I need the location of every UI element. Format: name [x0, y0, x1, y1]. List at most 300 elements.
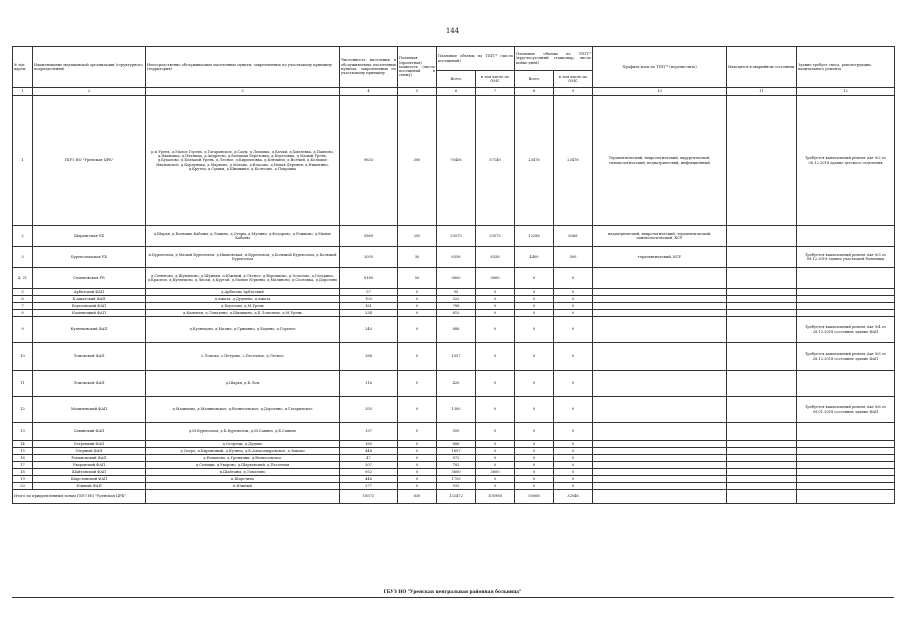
- repair-status-cell: [797, 303, 895, 310]
- capacity-cell: 0: [398, 483, 437, 490]
- header-cell: Наименование медицинской организации (структурного подразделения): [33, 47, 146, 88]
- population-cell: 116: [340, 371, 398, 397]
- table-row: [13, 247, 895, 268]
- header-cell: Численность населения в обслуживаемых населенных пунктах, закрепленных по участковому принципу: [340, 47, 398, 88]
- facility-name-cell: Романовский ФАП: [33, 455, 146, 462]
- beds-total-cell: 0: [515, 441, 554, 448]
- bed-profile-cell: [593, 476, 727, 483]
- total-visits-total-cell: 132472: [437, 490, 476, 504]
- table-row: [13, 423, 895, 441]
- emergency-status-cell: [727, 476, 797, 483]
- bed-profile-cell: [593, 303, 727, 310]
- visits-oms-cell: 0: [476, 423, 515, 441]
- beds-oms-cell: 0: [554, 455, 593, 462]
- territory-cell: п.Шарстино: [146, 476, 340, 483]
- population-cell: 5869: [340, 226, 398, 247]
- visits-total-cell: 872: [437, 455, 476, 462]
- bed-profile-cell: Терапевтический, неврологический, хирургический, гинекологический, педиатрический, инфекционный: [593, 96, 727, 226]
- population-cell: 448: [340, 448, 398, 455]
- table-row: [13, 455, 895, 462]
- facility-name-cell: Березовский ФАП: [33, 303, 146, 310]
- visits-oms-cell: 3600: [476, 469, 515, 476]
- repair-status-cell: Требуется капитальный ремонт Акт №4 от 28.12.2018 состояние здание ФАП: [797, 317, 895, 343]
- table-body: [13, 96, 895, 504]
- visits-total-cell: 3600: [437, 268, 476, 289]
- row-number-cell: 10: [13, 343, 33, 371]
- visits-total-cell: 500: [437, 423, 476, 441]
- capacity-cell: 0: [398, 469, 437, 476]
- beds-total-cell: 23478: [515, 96, 554, 226]
- beds-total-cell: 0: [515, 462, 554, 469]
- emergency-status-cell: [727, 226, 797, 247]
- row-number-cell: 6: [13, 296, 33, 303]
- beds-total-cell: 0: [515, 317, 554, 343]
- table-head: [13, 47, 895, 96]
- visits-oms-cell: 0: [476, 371, 515, 397]
- row-number-cell: 13: [13, 423, 33, 441]
- table-row: [13, 226, 895, 247]
- bed-profile-cell: [593, 448, 727, 455]
- header-cell: Всего: [515, 71, 554, 88]
- row-number-cell: 19: [13, 476, 33, 483]
- beds-total-cell: 0: [515, 469, 554, 476]
- repair-status-cell: [797, 483, 895, 490]
- territory-cell: п.Шайтаны, д.Лопатино: [146, 469, 340, 476]
- column-number-cell: 11: [727, 88, 797, 96]
- population-cell: 277: [340, 483, 398, 490]
- row-number-cell: 1: [13, 96, 33, 226]
- table-row: [13, 317, 895, 343]
- beds-total-cell: 0: [515, 289, 554, 296]
- facility-name-cell: Кузнецовский ФАП: [33, 317, 146, 343]
- beds-oms-cell: 0: [554, 310, 593, 317]
- capacity-cell: 0: [398, 423, 437, 441]
- emergency-status-cell: [727, 247, 797, 268]
- footer-organization: ГБУЗ НО "Уренская центральная районная больница": [383, 590, 522, 595]
- visits-oms-cell: 0: [476, 310, 515, 317]
- total-blank-cell: [146, 490, 340, 504]
- visits-total-cell: 420: [437, 371, 476, 397]
- territory-cell: д.Малиново, д.Малиновское, д.Вознесенское, д.Дорогино, п.Гагаринское: [146, 397, 340, 423]
- repair-status-cell: [797, 371, 895, 397]
- row-number-cell: 9: [13, 317, 33, 343]
- total-capacity-cell: 630: [398, 490, 437, 504]
- facility-name-cell: Шарстинский ФАП: [33, 476, 146, 483]
- beds-total-cell: 0: [515, 343, 554, 371]
- beds-oms-cell: 0: [554, 317, 593, 343]
- bed-profile-cell: [593, 455, 727, 462]
- capacity-cell: 0: [398, 310, 437, 317]
- beds-total-cell: 0: [515, 397, 554, 423]
- territory-cell: д.Березово, д.М.Урень: [146, 303, 340, 310]
- footer-divider: [12, 597, 894, 598]
- table-row: [13, 343, 895, 371]
- column-number-cell: 12: [797, 88, 895, 96]
- row-number-cell: 14: [13, 441, 33, 448]
- header-cell: Непосредственно обслуживаемые населенные пункты, закрепленные по участковому принципу (территория): [146, 47, 340, 88]
- header-cell: Всего: [437, 71, 476, 88]
- visits-oms-cell: 0: [476, 397, 515, 423]
- facility-name-cell: Малиновский ФАП: [33, 397, 146, 423]
- facility-name-cell: Савинский ФАП: [33, 423, 146, 441]
- bed-profile-cell: [593, 462, 727, 469]
- total-label-cell: Итого по прикрепленным зонам ГБУЗ НО "Уренская ЦРБ": [13, 490, 146, 504]
- table-row: [13, 397, 895, 423]
- territory-cell: д.Шарья, д.Б.Лом: [146, 371, 340, 397]
- header-cell: Плановая (проектная) мощность (число посещений в смену): [398, 47, 437, 88]
- capacity-cell: 0: [398, 296, 437, 303]
- header-cell: Здание требует сноса, реконструкции, капитального ремонта: [797, 47, 895, 88]
- row-number-cell: 16: [13, 455, 33, 462]
- capacity-cell: 0: [398, 448, 437, 455]
- visits-total-cell: 788: [437, 303, 476, 310]
- population-cell: 57: [340, 289, 398, 296]
- facility-name-cell: Арбатский ФАП: [33, 289, 146, 296]
- population-cell: 137: [340, 423, 398, 441]
- territory-cell: п.Южный: [146, 483, 340, 490]
- row-number-cell: 15: [13, 448, 33, 455]
- total-visits-oms-cell: 105988: [476, 490, 515, 504]
- population-cell: 240: [340, 317, 398, 343]
- facility-name-cell: Шайтанский ФАП: [33, 469, 146, 476]
- repair-status-cell: [797, 455, 895, 462]
- beds-oms-cell: 0: [554, 343, 593, 371]
- territory-cell: д.Каменец, д.Лопатино, д.Шишкино, д.Б.Лопатино, д.М.Урень: [146, 310, 340, 317]
- facility-name-cell: Буреполомская УБ: [33, 247, 146, 268]
- visits-total-cell: 1057: [437, 343, 476, 371]
- population-cell: 185: [340, 441, 398, 448]
- territory-cell: с.Ломово, с.Петрово, с.Песочное, д.Лесное: [146, 343, 340, 371]
- row-number-cell: 20: [13, 483, 33, 490]
- beds-oms-cell: 0: [554, 397, 593, 423]
- emergency-status-cell: [727, 448, 797, 455]
- facility-name-cell: ГБУЗ НО "Уренская ЦРБ": [33, 96, 146, 226]
- table-row: [13, 483, 895, 490]
- header-cell: в том числе по ОМС: [554, 71, 593, 88]
- repair-status-cell: [797, 476, 895, 483]
- capacity-cell: 0: [398, 289, 437, 296]
- bed-profile-cell: [593, 469, 727, 476]
- column-number-cell: 10: [593, 88, 727, 96]
- visits-oms-cell: 0: [476, 317, 515, 343]
- column-number-cell: 8: [515, 88, 554, 96]
- column-number-cell: 9: [554, 88, 593, 96]
- emergency-status-cell: [727, 483, 797, 490]
- bed-profile-cell: [593, 441, 727, 448]
- beds-oms-cell: 0: [554, 483, 593, 490]
- beds-total-cell: 12288: [515, 226, 554, 247]
- beds-total-cell: 0: [515, 476, 554, 483]
- row-number-cell: 7: [13, 303, 33, 310]
- header-cell: Профиль коек по ТПГГ* (перечислить): [593, 47, 727, 88]
- capacity-cell: 50: [398, 268, 437, 289]
- visits-oms-cell: 0: [476, 296, 515, 303]
- table-row: [13, 476, 895, 483]
- visits-oms-cell: 57149: [476, 96, 515, 226]
- column-number-cell: 7: [476, 88, 515, 96]
- emergency-status-cell: [727, 455, 797, 462]
- visits-total-cell: 95: [437, 289, 476, 296]
- repair-status-cell: [797, 448, 895, 455]
- total-empty-cell: [593, 490, 727, 504]
- column-number-cell: 4: [340, 88, 398, 96]
- beds-oms-cell: 0: [554, 371, 593, 397]
- total-beds-oms-cell: 32046: [554, 490, 593, 504]
- header-cell: Находится в аварийном состоянии: [727, 47, 797, 88]
- table-row: [13, 469, 895, 476]
- repair-status-cell: Требуется капитальный ремонт Акт №2 от 08.12.2018 здание детского отделения: [797, 96, 895, 226]
- territory-cell: д.Шарья, д.Большие Кабаны, д.Лапино, д.Отары, д.Мулино, д.Федорово, д.Рожково, д.Малые Кабаны: [146, 226, 340, 247]
- beds-oms-cell: 0: [554, 469, 593, 476]
- beds-total-cell: 0: [515, 310, 554, 317]
- beds-oms-cell: 0: [554, 296, 593, 303]
- column-number-cell: 6: [437, 88, 476, 96]
- visits-oms-cell: 0: [476, 476, 515, 483]
- beds-total-cell: 0: [515, 483, 554, 490]
- bed-profile-cell: педиатрический, неврологический, терапевтический, гинекологический, КСУ: [593, 226, 727, 247]
- table-row: [13, 310, 895, 317]
- bed-profile-cell: [593, 423, 727, 441]
- visits-total-cell: 782: [437, 462, 476, 469]
- beds-oms-cell: 8368: [554, 226, 593, 247]
- total-population-cell: 18572: [340, 490, 398, 504]
- visits-total-cell: 686: [437, 441, 476, 448]
- row-number-cell: 8: [13, 310, 33, 317]
- facility-name-cell: Шарангская УБ: [33, 226, 146, 247]
- header-cell: Плановые объемы по ТПГГ* (число посещений): [437, 47, 515, 71]
- territory-cell: д.Романово, д.Гремячки, д.Вознесенское: [146, 455, 340, 462]
- visits-oms-cell: 8358: [476, 247, 515, 268]
- population-cell: 952: [340, 469, 398, 476]
- visits-total-cell: 815: [437, 310, 476, 317]
- population-cell: 8189: [340, 268, 398, 289]
- territory-cell: д.Ашата, д.Дудыево, д.Ашата: [146, 296, 340, 303]
- visits-oms-cell: 0: [476, 448, 515, 455]
- bed-profile-cell: [593, 343, 727, 371]
- emergency-status-cell: [727, 310, 797, 317]
- beds-total-cell: 0: [515, 268, 554, 289]
- visits-oms-cell: 33575: [476, 226, 515, 247]
- population-cell: 355: [340, 397, 398, 423]
- emergency-status-cell: [727, 289, 797, 296]
- facility-name-cell: Б.Ашатский ФАП: [33, 296, 146, 303]
- capacity-cell: 30: [398, 247, 437, 268]
- emergency-status-cell: [727, 423, 797, 441]
- territory-cell: п.Буреполом, д.Малый Буреполом, д.Ивановская, п.Буреполом, д.Большой Буреполом, д.Большой Буреполом: [146, 247, 340, 268]
- beds-oms-cell: 500: [554, 247, 593, 268]
- beds-oms-cell: 0: [554, 462, 593, 469]
- capacity-cell: 0: [398, 441, 437, 448]
- row-number-cell: 18: [13, 469, 33, 476]
- emergency-status-cell: [727, 343, 797, 371]
- emergency-status-cell: [727, 268, 797, 289]
- visits-total-cell: 1657: [437, 448, 476, 455]
- visits-total-cell: 932: [437, 483, 476, 490]
- emergency-status-cell: [727, 317, 797, 343]
- repair-status-cell: [797, 226, 895, 247]
- beds-total-cell: 0: [515, 423, 554, 441]
- column-number-cell: 3: [146, 88, 340, 96]
- table-row: [13, 441, 895, 448]
- territory-cell: д.Арбатово Арбатский: [146, 289, 340, 296]
- capacity-cell: 250: [398, 226, 437, 247]
- capacity-cell: 0: [398, 317, 437, 343]
- visits-total-cell: 70456: [437, 96, 476, 226]
- emergency-status-cell: [727, 96, 797, 226]
- row-number-cell: 17: [13, 462, 33, 469]
- repair-status-cell: [797, 310, 895, 317]
- capacity-cell: 0: [398, 462, 437, 469]
- visits-total-cell: 1759: [437, 476, 476, 483]
- capacity-cell: 0: [398, 343, 437, 371]
- column-number-row: [13, 88, 895, 96]
- beds-oms-cell: 0: [554, 289, 593, 296]
- repair-status-cell: [797, 289, 895, 296]
- emergency-status-cell: [727, 371, 797, 397]
- bed-profile-cell: [593, 289, 727, 296]
- emergency-status-cell: [727, 469, 797, 476]
- population-cell: 47: [340, 455, 398, 462]
- column-number-cell: 5: [398, 88, 437, 96]
- facility-name-cell: Острецкий ФАП: [33, 441, 146, 448]
- visits-oms-cell: 0: [476, 289, 515, 296]
- beds-oms-cell: 23478: [554, 96, 593, 226]
- visits-total-cell: 888: [437, 317, 476, 343]
- repair-status-cell: [797, 469, 895, 476]
- facility-name-cell: Озерный ФАП: [33, 448, 146, 455]
- table-row: [13, 448, 895, 455]
- visits-oms-cell: 0: [476, 455, 515, 462]
- header-cell: Плановые объемы по ТПГГ* (круглосуточный стационар, число койко-дней): [515, 47, 593, 71]
- table-row: [13, 462, 895, 469]
- bed-profile-cell: [593, 317, 727, 343]
- population-cell: 207: [340, 462, 398, 469]
- row-number-cell: 5: [13, 289, 33, 296]
- row-number-cell: 12: [13, 397, 33, 423]
- header-cell: в том числе по ОМС: [476, 71, 515, 88]
- beds-oms-cell: 0: [554, 476, 593, 483]
- visits-total-cell: 1300: [437, 397, 476, 423]
- repair-status-cell: [797, 296, 895, 303]
- bed-profile-cell: [593, 397, 727, 423]
- capacity-cell: 0: [398, 303, 437, 310]
- table-row: [13, 96, 895, 226]
- repair-status-cell: [797, 423, 895, 441]
- table-row: [13, 371, 895, 397]
- bed-profile-cell: [593, 296, 727, 303]
- capacity-cell: 0: [398, 371, 437, 397]
- row-number-cell: 4, 21: [13, 268, 33, 289]
- repair-status-cell: [797, 462, 895, 469]
- visits-total-cell: 33575: [437, 226, 476, 247]
- total-beds-total-cell: 50068: [515, 490, 554, 504]
- bed-profile-cell: [593, 483, 727, 490]
- visits-oms-cell: 0: [476, 462, 515, 469]
- table-row: [13, 303, 895, 310]
- header-cell: № п/п карты: [13, 47, 33, 88]
- emergency-status-cell: [727, 397, 797, 423]
- table-row: [13, 268, 895, 289]
- territory-cell: д.Семеново, д.Шумилово, д.Шумихи, п.Южный, д.Лесное, д.Воронцово, д.Золотово, д.Гагарино, д.Красное, д.Кузнецово, д.Лисьи, д.Крутой, д.Малые Юрьевы, д.Малиново, д.Сосновка, д.Дорогино: [146, 268, 340, 289]
- visits-total-cell: 322: [437, 296, 476, 303]
- population-cell: 9633: [340, 96, 398, 226]
- facility-name-cell: Семеновская УБ: [33, 268, 146, 289]
- capacity-cell: 300: [398, 96, 437, 226]
- row-number-cell: 11: [13, 371, 33, 397]
- total-empty-cell: [797, 490, 895, 504]
- facility-name-cell: Уваровский ФАП: [33, 462, 146, 469]
- territory-cell: р.п.Урень, д.Малое Горево, д.Гагаринское, д.Сады, д.Ломовка, д.Кочки, д.Хмелевка, д.Павлово, д.Ивановка, д.Пятница, д.Андреево, д.Большая Березовка, д.Березовка, д.Малый Урень, д.Бухалово, д.Большой Урень, д.Лесное, д.Кирилловка, д.Клюкино, д.Волчий, д.Большое Ивановское, д.Карпуниха, д.Марково, д.Мохово, д.Власово, д.Новая Деревня, д.Никитино, д.Крутец, д.Сушки, д.Шишкино, д.Колесово, д.Покровка: [146, 96, 340, 226]
- column-number-cell: 1: [13, 88, 33, 96]
- bed-profile-cell: [593, 371, 727, 397]
- repair-status-cell: Требуется капитальный ремонт Акт №5 от 28.12.2018 состояние здание ФАП: [797, 343, 895, 371]
- beds-total-cell: 0: [515, 371, 554, 397]
- emergency-status-cell: [727, 441, 797, 448]
- beds-total-cell: 0: [515, 455, 554, 462]
- beds-oms-cell: 0: [554, 268, 593, 289]
- facility-name-cell: Каменецкий ФАП: [33, 310, 146, 317]
- population-cell: 288: [340, 343, 398, 371]
- capacity-cell: 0: [398, 476, 437, 483]
- visits-total-cell: 8358: [437, 247, 476, 268]
- bed-profile-cell: терапевтический, КСУ: [593, 247, 727, 268]
- population-cell: 103: [340, 296, 398, 303]
- territory-cell: д.Кузнецово, д.Малые, д.Гришино, д.Кадино, д.Горелое: [146, 317, 340, 343]
- beds-oms-cell: 0: [554, 423, 593, 441]
- emergency-status-cell: [727, 462, 797, 469]
- capacity-cell: 0: [398, 455, 437, 462]
- total-row: [13, 490, 895, 504]
- facility-name-cell: Южный ФАП: [33, 483, 146, 490]
- row-number-cell: 2: [13, 226, 33, 247]
- visits-oms-cell: 0: [476, 303, 515, 310]
- beds-oms-cell: 0: [554, 303, 593, 310]
- capacity-cell: 0: [398, 397, 437, 423]
- beds-total-cell: 0: [515, 296, 554, 303]
- bed-profile-cell: [593, 268, 727, 289]
- page-number: 144: [445, 27, 460, 35]
- visits-oms-cell: 3600: [476, 268, 515, 289]
- population-cell: 2055: [340, 247, 398, 268]
- total-empty-cell: [727, 490, 797, 504]
- table-row: [13, 296, 895, 303]
- visits-oms-cell: 0: [476, 483, 515, 490]
- repair-status-cell: [797, 441, 895, 448]
- beds-total-cell: 0: [515, 303, 554, 310]
- column-number-cell: 2: [33, 88, 146, 96]
- visits-oms-cell: 0: [476, 441, 515, 448]
- repair-status-cell: [797, 268, 895, 289]
- visits-oms-cell: 0: [476, 343, 515, 371]
- bed-profile-cell: [593, 310, 727, 317]
- row-number-cell: 3: [13, 247, 33, 268]
- repair-status-cell: Требуется капитальный ремонт Акт №6 от 09.01.2018 состояние здание ФАП: [797, 397, 895, 423]
- emergency-status-cell: [727, 303, 797, 310]
- facilities-table: [12, 46, 895, 504]
- beds-total-cell: 0: [515, 448, 554, 455]
- population-cell: 234: [340, 310, 398, 317]
- table-row: [13, 289, 895, 296]
- territory-cell: д.М.Буреполом, д.Б.Буреполом, д.М.Савино, д.Б.Савино: [146, 423, 340, 441]
- beds-oms-cell: 0: [554, 448, 593, 455]
- visits-total-cell: 3600: [437, 469, 476, 476]
- territory-cell: д.Острецы, д.Дудино: [146, 441, 340, 448]
- beds-total-cell: 4400: [515, 247, 554, 268]
- repair-status-cell: Требуется капитальный ремонт Акт №3 от 08.12.2018 здание участковой больницы: [797, 247, 895, 268]
- population-cell: 161: [340, 303, 398, 310]
- population-cell: 446: [340, 476, 398, 483]
- facility-name-cell: Ломовской ФАП: [33, 371, 146, 397]
